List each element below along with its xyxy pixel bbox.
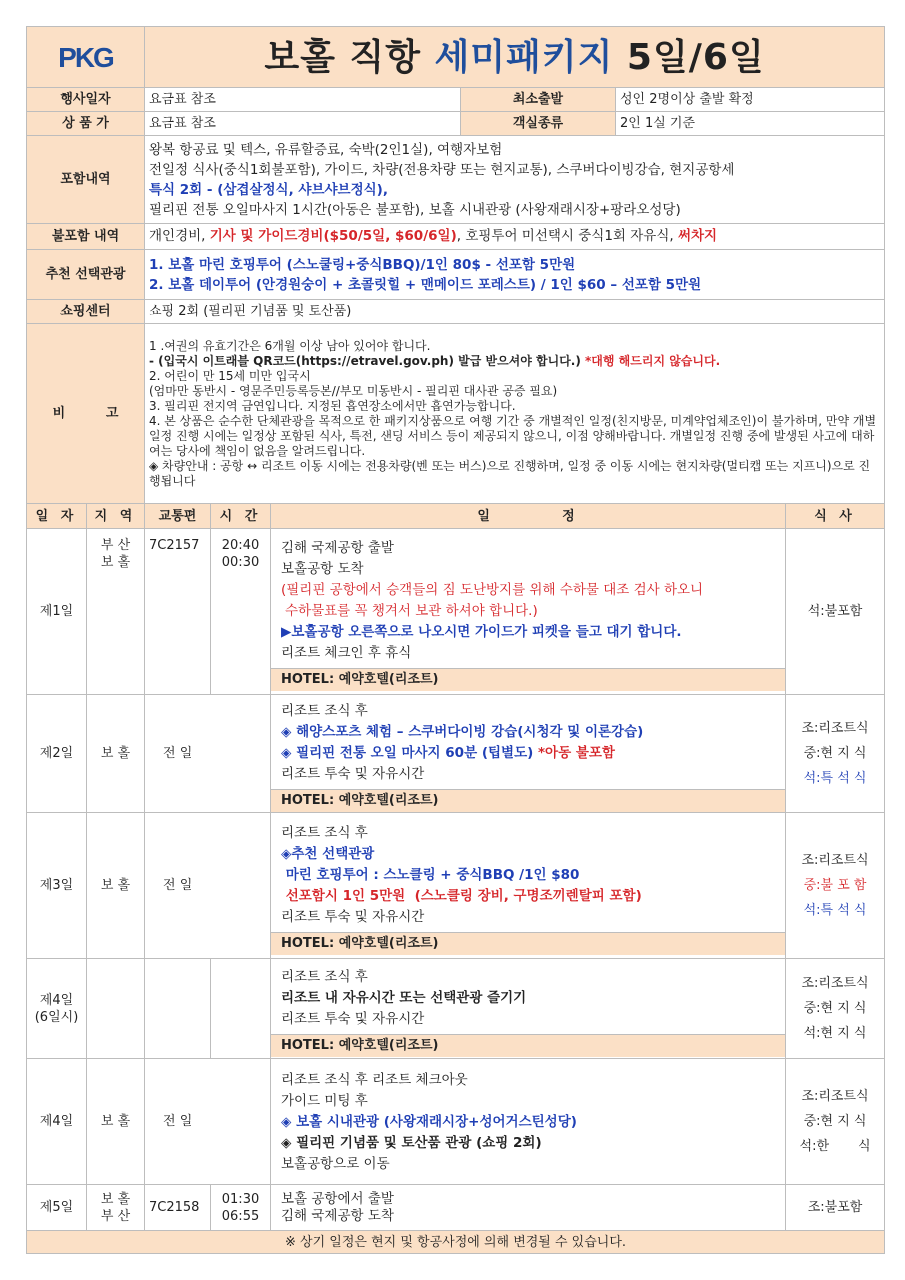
itinerary-table [26, 26, 885, 1254]
day-label: 제5일 [27, 1185, 87, 1231]
options-value: 1. 보홀 마린 호핑투어 (스노쿨링+중식BBQ)/1인 80$ - 선포함 5만원 2. 보홀 데이투어 (안경원숭이 + 초콜릿힐 + 맨메이드 포레스트) / 1인 $60 – 선포함 5만원 [145, 250, 885, 300]
plan-cell: 리조트 조식 후 리조트 체크아웃 가이드 미팅 후 ◈ 보홀 시내관광 (사왕재래시장+성어거스틴성당) ◈ 필리핀 기념품 및 토산품 관광 (쇼핑 2회) 보홀공항으로 이동 [271, 1059, 786, 1185]
time: 20:40 00:30 [211, 529, 271, 695]
region: 보 홀 [87, 1059, 145, 1185]
col-time: 시 간 [211, 504, 271, 529]
region [87, 959, 145, 1059]
hotel-label: HOTEL: 예약호텔(리조트) [271, 932, 785, 955]
time: 전 일 [145, 813, 271, 959]
meal-cell: 조:리조트식 중:불 포 함 석:특 석 식 [786, 813, 885, 959]
day-label: 제2일 [27, 695, 87, 813]
hotel-label: HOTEL: 예약호텔(리조트) [271, 668, 785, 691]
min-label: 최소출발 [461, 88, 616, 112]
plan-cell: 보홀 공항에서 출발 김해 국제공항 도착 [271, 1185, 786, 1231]
day-label: 제4일 [27, 1059, 87, 1185]
day-row-2 [27, 695, 885, 813]
col-meal: 식 사 [786, 504, 885, 529]
notes-value: 1 .여권의 유효기간은 6개월 이상 남아 있어야 합니다. - (입국시 이트래블 QR코드(https://etravel.gov.ph) 발급 받으셔야 합니다.) *대행 해드리지 않습니다. 2. 어린이 만 15세 미만 입국시 (엄마만 동반시 - 영문주민등록등본//부모 미동반시 - 필리핀 대사관 공증 필요) 3. 필리핀 전지역 금연입니다. 지정된 흡연장소에서만 흡연가능합니다. 4. 본 상품은 순수한 단체관광을 목적으로 한 패키지상품으로 여행 기간 중 개별적인 일정(친지방문, 미계약업체조인)이 불가하며, 만약 개별일정 진행 시에는 일정상 포함된 식사, 특전, 샌딩 서비스 등이 제공되지 않으니, 이점 양해바랍니다. 개별일정 진행 중에 발생된 사고에 대하여는 당사에 책임이 없음을 알려드립니다. ◈ 차량안내 : 공항 ↔ 리조트 이동 시에는 전용차량(벤 또는 버스)으로 진행하며, 일정 중 이동 시에는 현지차량(멀티캡 또는 지프니)으로 진행됩니다 [145, 324, 885, 504]
info-row-date [27, 88, 885, 112]
transport: 7C2158 [145, 1185, 211, 1231]
day-label: 제4일 (6일시) [27, 959, 87, 1059]
info-row-price [27, 112, 885, 136]
included-value: 왕복 항공료 및 텍스, 유류할증료, 숙박(2인1실), 여행자보험 전일정 식사(중식1회불포함), 가이드, 차량(전용차량 또는 현지교통), 스쿠버다이빙강습, 현지공항세 특식 2회 - (삼겹살정식, 샤브샤브정식), 필리핀 전통 오일마사지 1시간(아동은 불포함), 보홀 시내관광 (사왕재래시장+팡라오성당) [145, 136, 885, 224]
info-row-notes [27, 324, 885, 504]
shopping-value: 쇼핑 2회 (필리핀 기념품 및 토산품) [145, 300, 885, 324]
info-row-shopping [27, 300, 885, 324]
meal-cell: 조:리조트식 중:현 지 식 석:현 지 식 [786, 959, 885, 1059]
region: 보 홀 부 산 [87, 1185, 145, 1231]
day-row-4 [27, 1059, 885, 1185]
hotel-label: HOTEL: 예약호텔(리조트) [271, 1034, 785, 1057]
included-label: 포함내역 [27, 136, 145, 224]
region: 보 홀 [87, 695, 145, 813]
excluded-value: 개인경비, 기사 및 가이드경비($50/5일, $60/6일), 호핑투어 미선택시 중식1회 자유식, 써차지 [145, 224, 885, 250]
pkg-logo: PKG [27, 27, 145, 88]
region: 부 산 보 홀 [87, 529, 145, 695]
meal-cell: 조:불포함 [786, 1185, 885, 1231]
shopping-label: 쇼핑센터 [27, 300, 145, 324]
info-row-excluded [27, 224, 885, 250]
notes-label: 비 고 [27, 324, 145, 504]
day-row-4-6day [27, 959, 885, 1059]
day-row-1 [27, 529, 885, 695]
plan-cell: 리조트 조식 후 ◈추천 선택관광 마린 호핑투어 : 스노클링 + 중식BBQ /1인 $80 선포함시 1인 5만원 (스노클링 장비, 구명조끼렌탈피 포함) 리조트 투숙 및 자유시간 HOTEL: 예약호텔(리조트) [271, 813, 786, 959]
room-value: 2인 1실 기준 [616, 112, 885, 136]
price-value: 요금표 참조 [145, 112, 461, 136]
info-row-options [27, 250, 885, 300]
transport [145, 959, 211, 1059]
time: 01:30 06:55 [211, 1185, 271, 1231]
time: 전 일 [145, 1059, 271, 1185]
transport: 7C2157 [145, 529, 211, 695]
room-label: 객실종류 [461, 112, 616, 136]
excluded-label: 불포함 내역 [27, 224, 145, 250]
options-label: 추천 선택관광 [27, 250, 145, 300]
day-label: 제1일 [27, 529, 87, 695]
hotel-label: HOTEL: 예약호텔(리조트) [271, 789, 785, 812]
day-row-5 [27, 1185, 885, 1231]
region: 보 홀 [87, 813, 145, 959]
schedule-header [27, 504, 885, 529]
plan-cell: 리조트 조식 후 리조트 내 자유시간 또는 선택관광 즐기기 리조트 투숙 및 자유시간 HOTEL: 예약호텔(리조트) [271, 959, 786, 1059]
date-value: 요금표 참조 [145, 88, 461, 112]
plan-cell: 리조트 조식 후 ◈ 해양스포츠 체험 – 스쿠버다이빙 강습(시청각 및 이론강습) ◈ 필리핀 전통 오일 마사지 60분 (팁별도) *아동 불포함 리조트 투숙 및 자유시간 HOTEL: 예약호텔(리조트) [271, 695, 786, 813]
col-day: 일 자 [27, 504, 87, 529]
time: 전 일 [145, 695, 271, 813]
time [211, 959, 271, 1059]
col-transport: 교통편 [145, 504, 211, 529]
footer-note: ※ 상기 일정은 현지 및 항공사정에 의해 변경될 수 있습니다. [27, 1231, 885, 1254]
date-label: 행사일자 [27, 88, 145, 112]
day-label: 제3일 [27, 813, 87, 959]
meal-cell: 조:리조트식 중:현 지 식 석:특 석 식 [786, 695, 885, 813]
footer-row [27, 1231, 885, 1254]
itinerary-sheet [26, 26, 884, 1254]
min-value: 성인 2명이상 출발 확정 [616, 88, 885, 112]
col-plan: 일 정 [271, 504, 786, 529]
info-row-included [27, 136, 885, 224]
price-label: 상 품 가 [27, 112, 145, 136]
plan-cell: 김해 국제공항 출발 보홀공항 도착 (필리핀 공항에서 승객들의 짐 도난방지를 위해 수하물 대조 검사 하오니 수하물표를 꼭 챙겨서 보관 하셔야 합니다.) ▶보홀공항 오른쪽으로 나오시면 가이드가 피켓을 들고 대기 합니다. 리조트 체크인 후 휴식 HOTEL: 예약호텔(리조트) [271, 529, 786, 695]
day-row-3 [27, 813, 885, 959]
page-title: 보홀 직항 세미패키지 5일/6일 [145, 27, 885, 88]
meal-cell: 조:리조트식 중:현 지 식 석:한 식 [786, 1059, 885, 1185]
title-row [27, 27, 885, 88]
meal-cell: 석:불포함 [786, 529, 885, 695]
col-region: 지 역 [87, 504, 145, 529]
